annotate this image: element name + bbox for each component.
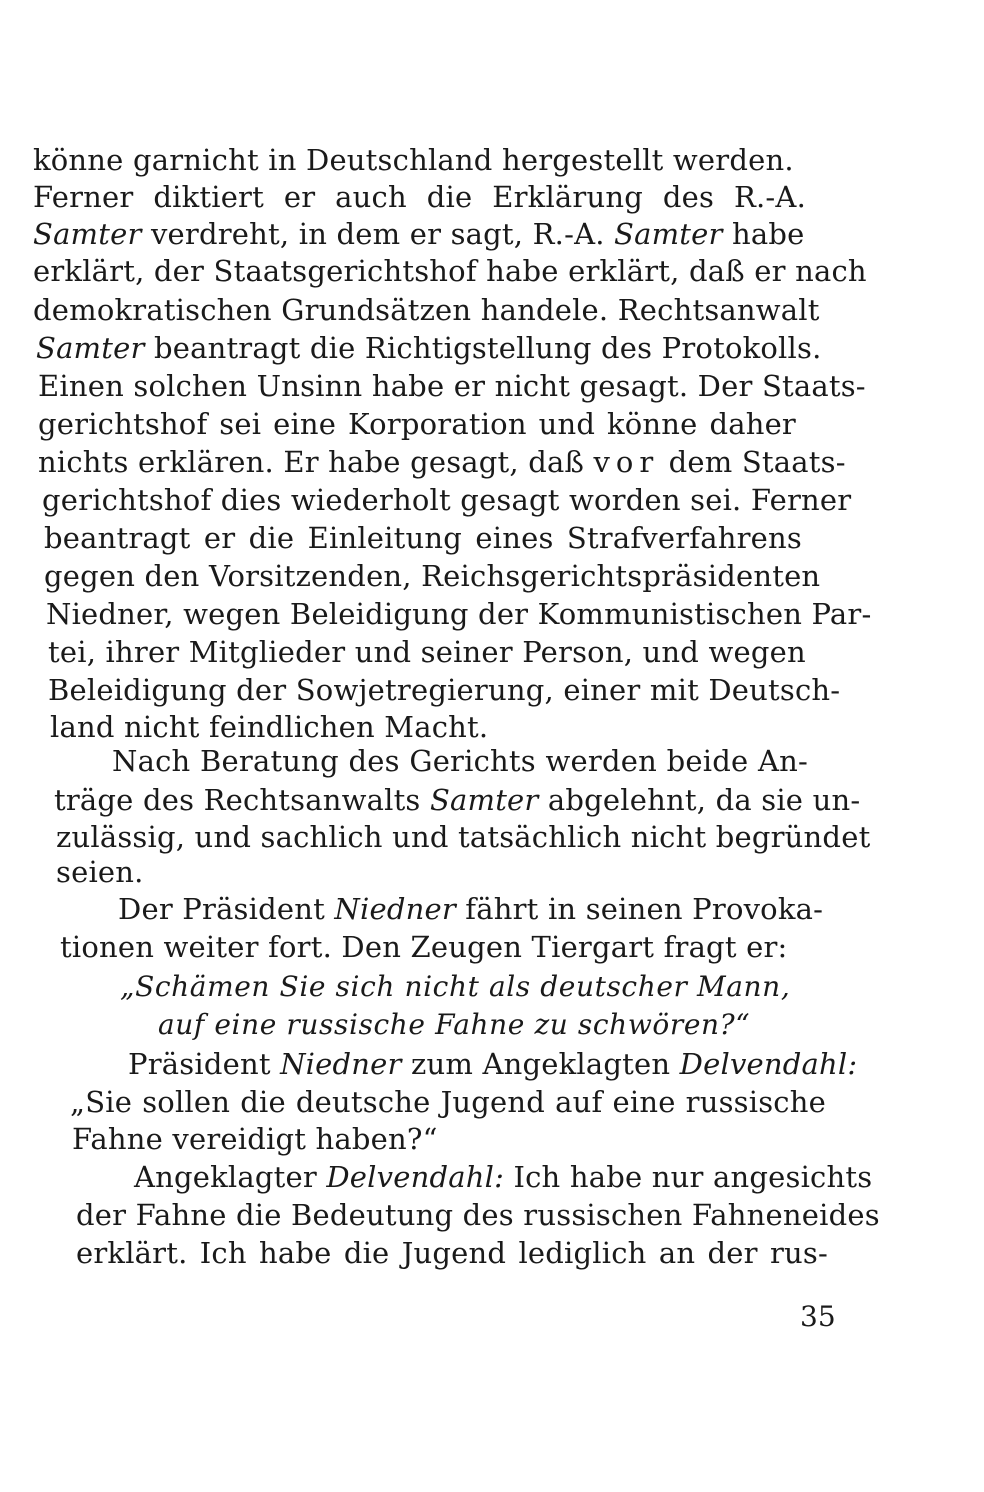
text-line [72, 1121, 438, 1158]
name-samter: Samter [429, 783, 539, 817]
name-delvendahl: Delvendahl: [326, 1160, 505, 1194]
text-span: dem Staats- [659, 445, 846, 479]
text-span: abgelehnt, da sie un- [538, 783, 861, 817]
name-niedner: Niedner [280, 1047, 402, 1081]
text-span: Beleidigung der Sowjetregierung, einer mit Deutsch- [48, 673, 841, 707]
text-line [44, 520, 802, 557]
name-samter: Samter [614, 217, 723, 251]
name-niedner: Niedner [334, 892, 456, 926]
text-span: träge des Rechtsanwalts [54, 783, 430, 817]
quote-text: auf eine russische Fahne zu schwören?“ [158, 1008, 751, 1041]
text-span: fährt in seinen Provoka- [455, 892, 824, 926]
text-line [33, 216, 805, 253]
text-line [33, 179, 806, 216]
text-span: nichts erklären. Er habe gesagt, daß [38, 445, 594, 479]
text-span: verdreht, in dem er sagt, R.-A. [141, 217, 615, 251]
text-line [56, 819, 871, 856]
text-line [38, 406, 796, 443]
text-line [128, 1046, 858, 1083]
text-span: Ferner diktiert er auch die Erklärung des R.-A. [33, 180, 806, 214]
text-line [70, 1084, 826, 1121]
name-samter: Samter [36, 331, 145, 365]
text-span: Nach Beratung des Gerichts werden beide An- [112, 744, 808, 778]
quote-line [120, 968, 790, 1005]
text-line [50, 709, 490, 746]
text-line [42, 482, 852, 519]
quote-line [158, 1006, 750, 1043]
text-span: erklärt, der Staatsgerichtshof habe erklärt, daß er nach [33, 254, 867, 288]
text-line [60, 929, 788, 966]
text-span: erklärt. Ich habe die Jugend lediglich an der rus- [76, 1236, 828, 1270]
text-line [48, 634, 804, 671]
text-line [112, 743, 808, 780]
text-line [33, 142, 794, 179]
text-span: zum Angeklagten [401, 1047, 680, 1081]
text-line [54, 782, 861, 819]
text-line [48, 672, 841, 709]
text-line [56, 854, 156, 891]
text-span: beantragt die Richtigstellung des Protokolls. [144, 331, 822, 365]
text-span: beantragt er die Einleitung eines Strafverfahrens [44, 521, 802, 555]
text-span: tionen weiter fort. Den Zeugen Tiergart fragt er: [60, 930, 788, 964]
text-span: zulässig, und sachlich und tatsächlich nicht begründet [56, 820, 871, 854]
text-span: seien. [56, 855, 144, 889]
text-span: gerichtshof dies wiederholt gesagt worden sei. Ferner [42, 483, 852, 517]
text-span: Präsident [128, 1047, 281, 1081]
text-span: „Sie sollen die deutsche Jugend auf eine russische [70, 1085, 826, 1119]
text-line [36, 330, 822, 367]
text-span: Fahne vereidigt haben?“ [72, 1122, 438, 1156]
text-line [33, 253, 867, 290]
text-span: Niedner, wegen Beleidigung der Kommunistischen Par- [46, 597, 872, 631]
text-span: gerichtshof sei eine Korporation und könne daher [38, 407, 796, 441]
quote-text: „Schämen Sie sich nicht als deutscher Mann, [120, 970, 791, 1003]
page-number: 35 [800, 1300, 836, 1333]
text-line [38, 444, 846, 481]
text-span: könne garnicht in Deutschland hergestellt werden. [33, 143, 794, 177]
text-span: Einen solchen Unsinn habe er nicht gesagt. Der Staats- [38, 369, 866, 403]
text-span: gegen den Vorsitzenden, Reichsgerichtspräsidenten [44, 559, 821, 593]
text-line [44, 558, 821, 595]
name-delvendahl: Delvendahl: [679, 1047, 858, 1081]
text-span: land nicht feindlichen Macht. [50, 710, 489, 744]
text-line [76, 1235, 828, 1272]
text-line [33, 292, 820, 329]
text-span: Angeklagter [134, 1160, 327, 1194]
text-line [46, 596, 872, 633]
text-line [38, 368, 866, 405]
text-line [134, 1159, 873, 1196]
text-span: Der Präsident [118, 892, 335, 926]
text-span: demokratischen Grundsätzen handele. Rechtsanwalt [33, 293, 820, 327]
name-samter: Samter [33, 217, 142, 251]
text-span: tei, ihrer Mitglieder und seiner Person, und wegen [48, 635, 806, 669]
emphasis-vor: vor [593, 445, 660, 479]
text-span: Ich habe nur angesichts [504, 1160, 873, 1194]
text-span: habe [722, 217, 805, 251]
text-span: der Fahne die Bedeutung des russischen Fahneneides [76, 1198, 880, 1232]
text-line [76, 1197, 880, 1234]
text-line [118, 891, 824, 928]
